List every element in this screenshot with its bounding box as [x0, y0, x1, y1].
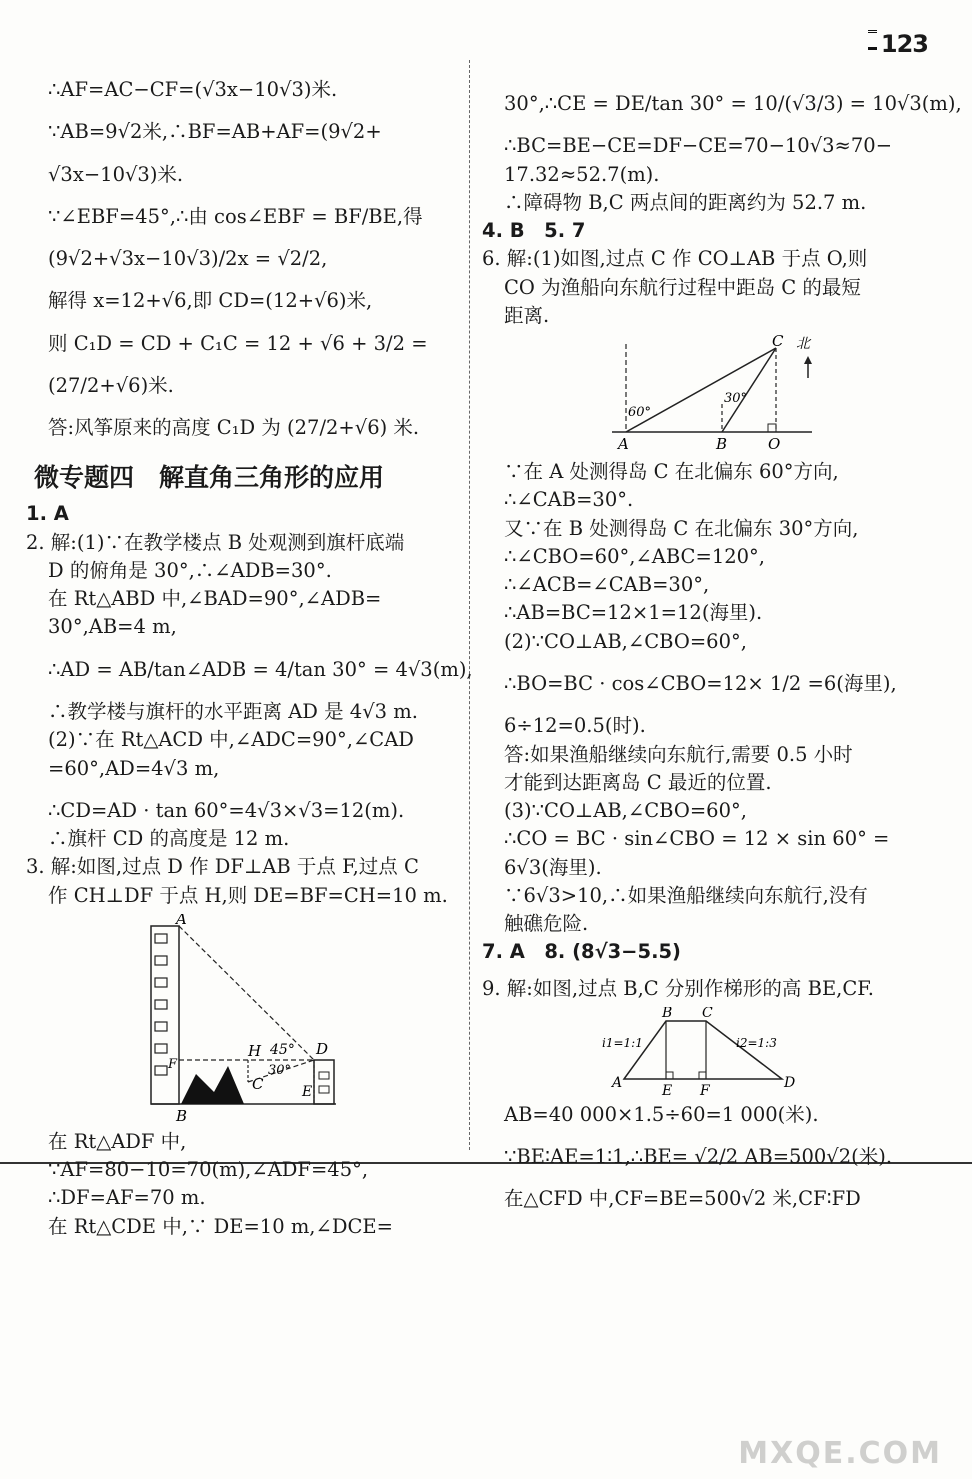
figure-label: A [612, 1074, 623, 1091]
text-line: 答:如果渔船继续向东航行,需要 0.5 小时 [504, 742, 853, 766]
text-line: √3x−10√3)米. [48, 162, 184, 186]
text-line: ∴教学楼与旗杆的水平距离 AD 是 4√3 m. [48, 699, 418, 723]
figure-label: E [662, 1082, 673, 1097]
figure-label: 45° [270, 1041, 295, 1058]
text-line: ∴障碍物 B,C 两点间的距离约为 52.7 m. [504, 190, 867, 214]
figure-label: 北 [796, 336, 810, 353]
column-divider [469, 60, 470, 1150]
text-line: 答:风筝原来的高度 C₁D 为 (27/2+√6) 米. [48, 416, 420, 440]
text-line: 触礁危险. [504, 912, 589, 936]
text-line: ∴CO = BC · sin∠CBO = 12 × sin 60° = [504, 827, 890, 851]
watermark: MXQE.COM [738, 1436, 942, 1471]
figure-label: F [700, 1082, 710, 1097]
text-line: ∴AB=BC=12×1=12(海里). [504, 601, 763, 625]
text-line: 在 Rt△ADF 中, [48, 1129, 187, 1153]
text-line: CO 为渔船向东航行过程中距岛 C 的最短 [504, 275, 861, 299]
left-column [26, 76, 473, 1241]
text-line: 才能到达距离岛 C 最近的位置. [504, 770, 772, 794]
figure-label: 30° [724, 391, 748, 407]
figure-label: B [662, 1006, 673, 1021]
text-line: 距离. [504, 303, 550, 327]
text-line: ∵在 A 处测得岛 C 在北偏东 60°方向, [504, 460, 839, 484]
page-number: 123 [868, 30, 928, 58]
figure-label: F [168, 1056, 178, 1072]
figure-label: A [618, 435, 629, 454]
answer-line: 1. A [26, 502, 69, 526]
figure-label: C [702, 1006, 713, 1021]
text-line: 3. 解:如图,过点 D 作 DF⊥AB 于点 F,过点 C [26, 855, 419, 879]
text-line: 2. 解:(1)∵在教学楼点 B 处观测到旗杆底端 [26, 530, 405, 554]
text-line: (2)∵CO⊥AB,∠CBO=60°, [504, 629, 747, 653]
figure-label: A [176, 913, 187, 928]
text-line: 解得 x=12+√6,即 CD=(12+√6)米, [48, 289, 373, 313]
figure-label: D [316, 1039, 329, 1058]
text-line: 6√3(海里). [504, 855, 602, 879]
text-line: (9√2+√3x−10√3)/2x = √2/2, [48, 247, 328, 271]
answer-line: 4. B 5. 7 [482, 219, 586, 243]
text-line: ∴BO=BC · cos∠CBO=12× 1/2 =6(海里), [504, 671, 897, 695]
figure-label: H [248, 1041, 262, 1060]
text-line: ∴AD = AB/tan∠ADB = 4/tan 30° = 4√3(m), [48, 657, 473, 681]
figure-label: O [768, 435, 781, 454]
figure-label: E [302, 1083, 313, 1100]
figure-label: i2=1:3 [736, 1035, 777, 1050]
text-line: 则 C₁D = CD + C₁C = 12 + √6 + 3/2 = [48, 331, 428, 355]
figure-label: C [772, 334, 784, 351]
text-line: 作 CH⊥DF 于点 H,则 DE=BF=CH=10 m. [48, 883, 448, 907]
text-line: =60°,AD=4√3 m, [48, 756, 220, 780]
text-line: ∵BE∶AE=1∶1,∴BE= √2/2 AB=500√2(米). [504, 1145, 893, 1169]
text-line: ∴∠CAB=30°. [504, 488, 634, 512]
figure-label: 30° [268, 1062, 292, 1078]
right-column [482, 76, 962, 1214]
figure-label: C [252, 1074, 264, 1093]
text-line: 17.32≈52.7(m). [504, 162, 660, 186]
text-line: 30°,∴CE = DE/tan 30° = 10/(√3/3) = 10√3(m), [504, 92, 962, 115]
text-line: (27/2+√6)米. [48, 373, 174, 397]
text-line: ∵AB=9√2米,∴BF=AB+AF=(9√2+ [48, 120, 382, 144]
building-figure [136, 914, 466, 1124]
text-line: (3)∵CO⊥AB,∠CBO=60°, [504, 799, 747, 823]
text-line: 6÷12=0.5(时). [504, 714, 646, 738]
text-line: D 的俯角是 30°,∴∠ADB=30°. [48, 558, 332, 582]
figure-label: i1=1:1 [602, 1035, 643, 1050]
text-line: ∴∠CBO=60°,∠ABC=120°, [504, 544, 765, 568]
text-line: 在△CFD 中,CF=BE=500√2 米,CF∶FD [504, 1187, 861, 1211]
text-line: ∴CD=AD · tan 60°=4√3×√3=12(m). [48, 798, 405, 822]
text-line: ∴旗杆 CD 的高度是 12 m. [48, 827, 290, 851]
text-line: ∵AF=80−10=70(m),∠ADF=45°, [48, 1158, 369, 1182]
section-heading: 微专题四 解直角三角形的应用 [34, 463, 385, 493]
text-line: (2)∵在 Rt△ACD 中,∠ADC=90°,∠CAD [48, 728, 414, 752]
text-line: 9. 解:如图,过点 B,C 分别作梯形的高 BE,CF. [482, 976, 874, 1000]
figure-label: 60° [628, 405, 652, 421]
text-line: ∵∠EBF=45°,∴由 cos∠EBF = BF/BE,得 [48, 204, 423, 228]
answer-line: 7. A 8. (8√3−5.5) [482, 940, 681, 964]
text-line: 在 Rt△CDE 中,∵ DE=10 m,∠DCE= [48, 1214, 393, 1238]
figure-label: D [784, 1074, 796, 1091]
text-line: ∴BC=BE−CE=DF−CE=70−10√3≈70− [504, 134, 893, 158]
text-line: ∵6√3>10,∴如果渔船继续向东航行,没有 [504, 883, 868, 907]
text-line: 在 Rt△ABD 中,∠BAD=90°,∠ADB= [48, 587, 382, 611]
text-line: 30°,AB=4 m, [48, 615, 177, 639]
text-line: ∴AF=AC−CF=(√3x−10√3)米. [48, 78, 338, 101]
text-line: 6. 解:(1)如图,过点 C 作 CO⊥AB 于点 O,则 [482, 247, 868, 271]
trapezoid-figure [602, 1007, 842, 1097]
figure-label: B [176, 1106, 188, 1124]
island-figure [612, 334, 842, 454]
text-line: ∴DF=AF=70 m. [48, 1186, 206, 1210]
text-line: ∴∠ACB=∠CAB=30°, [504, 573, 710, 597]
figure-label: B [716, 435, 728, 454]
text-line: AB=40 000×1.5÷60=1 000(米). [504, 1102, 819, 1126]
text-line: 又∵在 B 处测得岛 C 在北偏东 30°方向, [504, 516, 859, 540]
